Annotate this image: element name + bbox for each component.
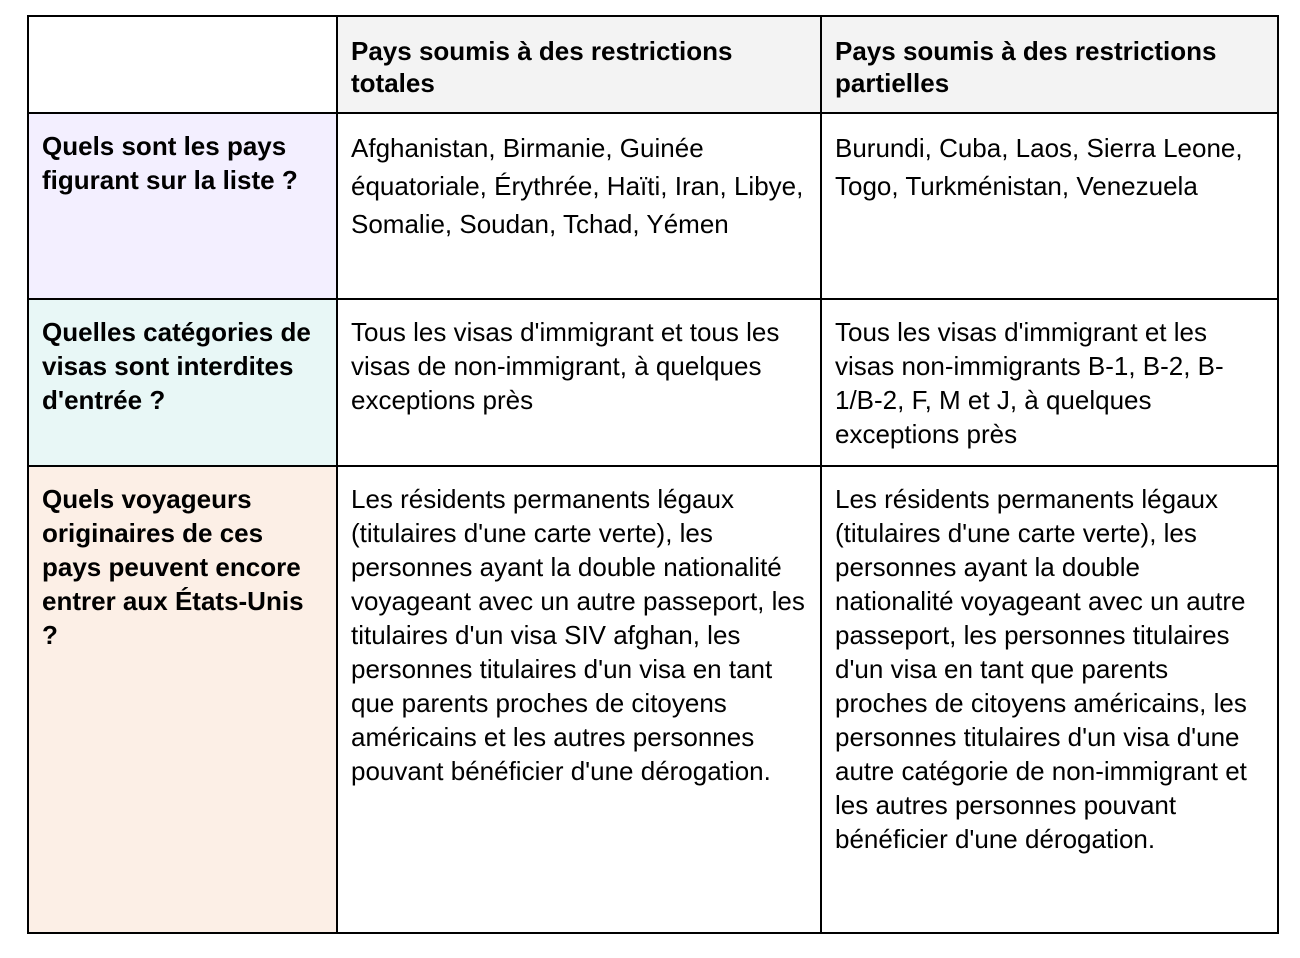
table-row	[28, 466, 1278, 933]
row-header-exempt-travelers: Quels voyageurs originaires de ces pays peuvent encore entrer aux États-Unis ?	[28, 466, 337, 933]
column-header-total-restrictions: Pays soumis à des restrictions totales	[337, 16, 821, 113]
row-header-visa-categories: Quelles catégories de visas sont interdites d'entrée ?	[28, 299, 337, 466]
column-header-partial-restrictions: Pays soumis à des restrictions partielles	[821, 16, 1278, 113]
header-row	[28, 16, 1278, 113]
cell-total-visa-categories: Tous les visas d'immigrant et tous les visas de non-immigrant, à quelques exceptions près	[337, 299, 821, 466]
row-header-countries-list: Quels sont les pays figurant sur la liste ?	[28, 113, 337, 299]
cell-partial-countries: Burundi, Cuba, Laos, Sierra Leone, Togo, Turkménistan, Venezuela	[821, 113, 1278, 299]
cell-total-countries: Afghanistan, Birmanie, Guinée équatoriale, Érythrée, Haïti, Iran, Libye, Somalie, Soudan, Tchad, Yémen	[337, 113, 821, 299]
table-row	[28, 113, 1278, 299]
restrictions-table	[27, 15, 1279, 934]
cell-total-exempt-travelers: Les résidents permanents légaux (titulaires d'une carte verte), les personnes ayant la double nationalité voyageant avec un autre passeport, les titulaires d'un visa SIV afghan, les personnes titulaires d'un visa en tant que parents proches de citoyens américains et les autres personnes pouvant bénéficier d'une dérogation.	[337, 466, 821, 933]
corner-cell	[28, 16, 337, 113]
table-row	[28, 299, 1278, 466]
cell-partial-exempt-travelers: Les résidents permanents légaux (titulaires d'une carte verte), les personnes ayant la double nationalité voyageant avec un autre passeport, les personnes titulaires d'un visa en tant que parents proches de citoyens américains, les personnes titulaires d'un visa d'une autre catégorie de non-immigrant et les autres personnes pouvant bénéficier d'une dérogation.	[821, 466, 1278, 933]
cell-partial-visa-categories: Tous les visas d'immigrant et les visas non-immigrants B-1, B-2, B-1/B-2, F, M et J, à quelques exceptions près	[821, 299, 1278, 466]
